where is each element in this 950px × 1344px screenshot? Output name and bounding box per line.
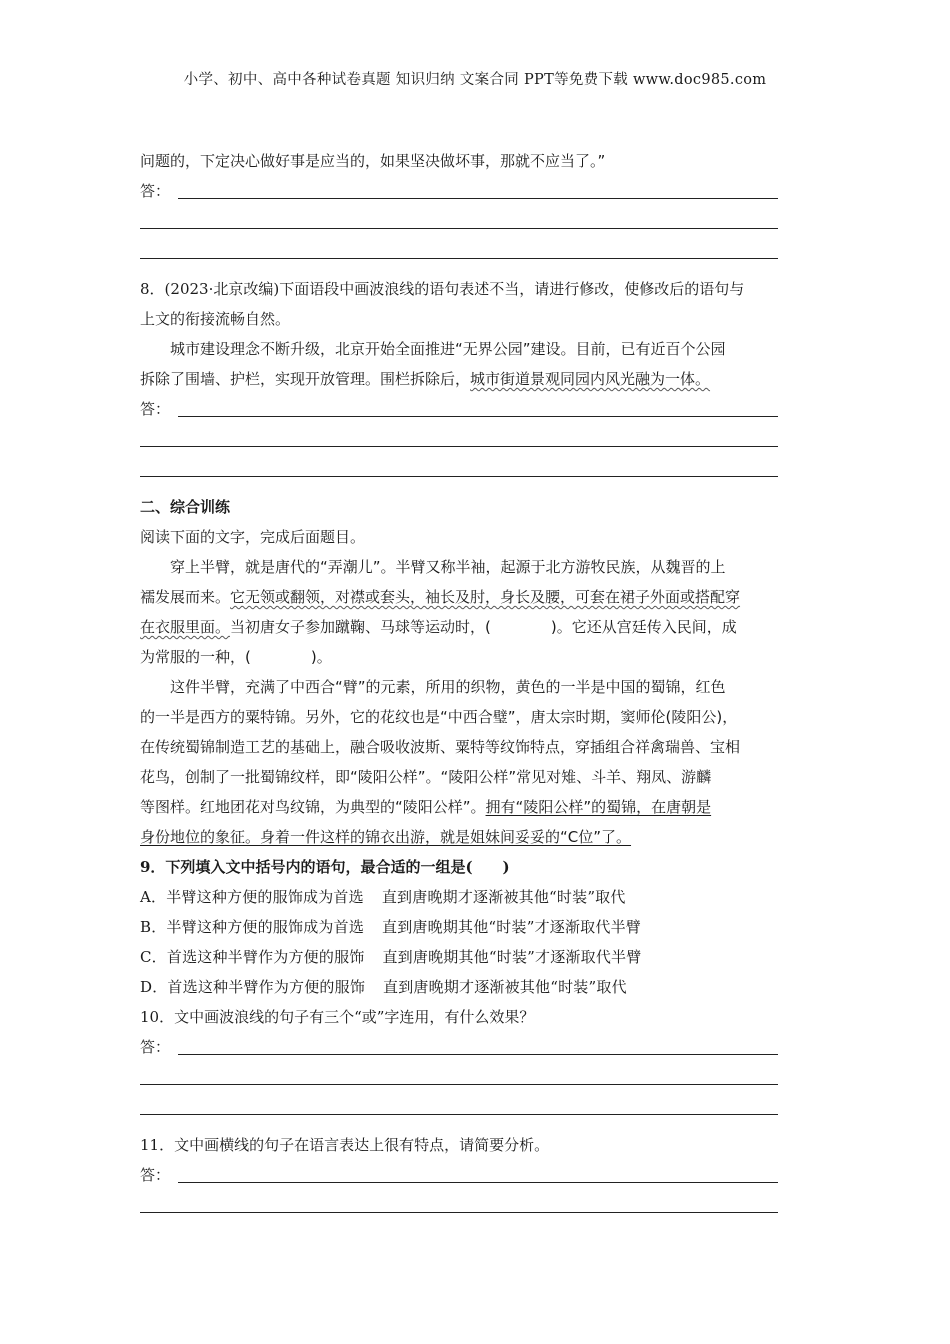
- answer-rule: [178, 1166, 778, 1183]
- answer-label: 答：: [140, 1166, 171, 1184]
- q8-wavy-sentence: 城市街道景观同园内风光融为一体。: [470, 370, 711, 388]
- page-content: [140, 146, 810, 1220]
- option-label: C．首选这种半臂作为方便的服饰: [140, 948, 365, 966]
- answer-label: 答：: [140, 1038, 171, 1056]
- para1-wavy-sentence: 它无领或翻领，对襟或套头，袖长及肘，身长及腰，可套在裙子外面或搭配穿: [230, 588, 741, 606]
- para2-line-6: [140, 822, 810, 852]
- option-label: B．半臂这种方便的服饰成为首选: [140, 918, 365, 936]
- option-label: A．半臂这种方便的服饰成为首选: [140, 888, 364, 906]
- para1-plain: 当初唐女子参加蹴鞠、马球等运动时，( )。它还从宫廷传入民间，成: [230, 618, 737, 636]
- para2-underlined-sentence: 拥有“陵阳公样”的蜀锦，在唐朝是: [485, 798, 712, 816]
- q8-answer-rule-3[interactable]: [140, 454, 810, 484]
- q10-answer-rule-3[interactable]: [140, 1092, 810, 1122]
- answer-rule: [178, 1038, 778, 1055]
- option-rest: 直到唐晚期才逐渐被其他“时装”取代: [383, 978, 627, 996]
- q8-stem-line-1: 8．(2023·北京改编)下面语段中画波浪线的语句表述不当，请进行修改，使修改后的语句与: [140, 280, 745, 298]
- q10-stem: 10．文中画波浪线的句子有三个“或”字连用，有什么效果？: [140, 1008, 535, 1026]
- para2-plain: 等图样。红地团花对鸟纹锦，为典型的“陵阳公样”。: [140, 798, 486, 816]
- para2-line-3: 在传统蜀锦制造工艺的基础上，融合吸收波斯、粟特等纹饰特点，穿插组合祥禽瑞兽、宝相: [140, 738, 741, 756]
- option-rest: 直到唐晚期其他“时装”才逐渐取代半臂: [382, 918, 641, 936]
- para1-wavy-sentence-end: 在衣服里面。: [140, 618, 231, 636]
- q8-passage-plain: 拆除了围墙、护栏，实现开放管理。围栏拆除后，: [140, 370, 471, 388]
- q9-option-d[interactable]: [140, 972, 810, 1002]
- q11-answer-rule-2[interactable]: [140, 1190, 810, 1220]
- option-label: D．首选这种半臂作为方便的服饰: [140, 978, 366, 996]
- para1-plain: 襦发展而来。: [140, 588, 231, 606]
- q10-answer-line[interactable]: [140, 1032, 810, 1062]
- answer-rule: [178, 400, 778, 417]
- para2-line-2: 的一半是西方的粟特锦。另外，它的花纹也是“中西合璧”，唐太宗时期，窦师伦(陵阳公)，: [140, 708, 738, 726]
- page-header: 小学、初中、高中各种试卷真题 知识归纳 文案合同 PPT等免费下载 www.doc985.com: [183, 72, 767, 88]
- q8-passage-line-2: [140, 364, 810, 394]
- q7-tail-text: 问题的，下定决心做好事是应当的，如果坚决做坏事，那就不应当了。”: [140, 152, 606, 170]
- para2-line-1: 这件半臂，充满了中西合“臂”的元素，所用的织物，黄色的一半是中国的蜀锦，红色: [170, 678, 726, 696]
- answer-label: 答：: [140, 400, 171, 418]
- para2-line-5: [140, 792, 810, 822]
- para1-line-3: [140, 612, 810, 642]
- q7-answer-rule-3[interactable]: [140, 236, 810, 266]
- para1-line-1: 穿上半臂，就是唐代的“弄潮儿”。半臂又称半袖，起源于北方游牧民族，从魏晋的上: [170, 558, 726, 576]
- q8-answer-rule-2[interactable]: [140, 424, 810, 454]
- q7-answer-line[interactable]: [140, 176, 810, 206]
- q7-answer-rule-2[interactable]: [140, 206, 810, 236]
- q8-passage-line-1: 城市建设理念不断升级，北京开始全面推进“无界公园”建设。目前，已有近百个公园: [170, 340, 726, 358]
- section-instruction: 阅读下面的文字，完成后面题目。: [140, 528, 366, 546]
- para1-line-4: 为常服的一种，( )。: [140, 648, 332, 666]
- q9-option-a[interactable]: [140, 882, 810, 912]
- para2-underlined-sentence-end: 身份地位的象征。身着一件这样的锦衣出游，就是姐妹间妥妥的“C位”了。: [140, 828, 632, 846]
- section-title: 二、综合训练: [140, 498, 231, 516]
- q8-answer-line[interactable]: [140, 394, 810, 424]
- option-rest: 直到唐晚期才逐渐被其他“时装”取代: [381, 888, 626, 906]
- answer-rule: [178, 182, 778, 199]
- q9-stem: 9．下列填入文中括号内的语句，最合适的一组是( ): [140, 858, 510, 876]
- option-rest: 直到唐晚期其他“时装”才逐渐取代半臂: [382, 948, 642, 966]
- q8-stem-line-2: 上文的衔接流畅自然。: [140, 310, 291, 328]
- answer-label: 答：: [140, 182, 171, 200]
- q9-option-b[interactable]: [140, 912, 810, 942]
- q10-answer-rule-2[interactable]: [140, 1062, 810, 1092]
- para1-line-2: [140, 582, 810, 612]
- q11-answer-line[interactable]: [140, 1160, 810, 1190]
- q11-stem: 11．文中画横线的句子在语言表达上很有特点，请简要分析。: [140, 1136, 550, 1154]
- para2-line-4: 花鸟，创制了一批蜀锦纹样，即“陵阳公样”。“陵阳公样”常见对雉、斗羊、翔凤、游麟: [140, 768, 712, 786]
- q9-option-c[interactable]: [140, 942, 810, 972]
